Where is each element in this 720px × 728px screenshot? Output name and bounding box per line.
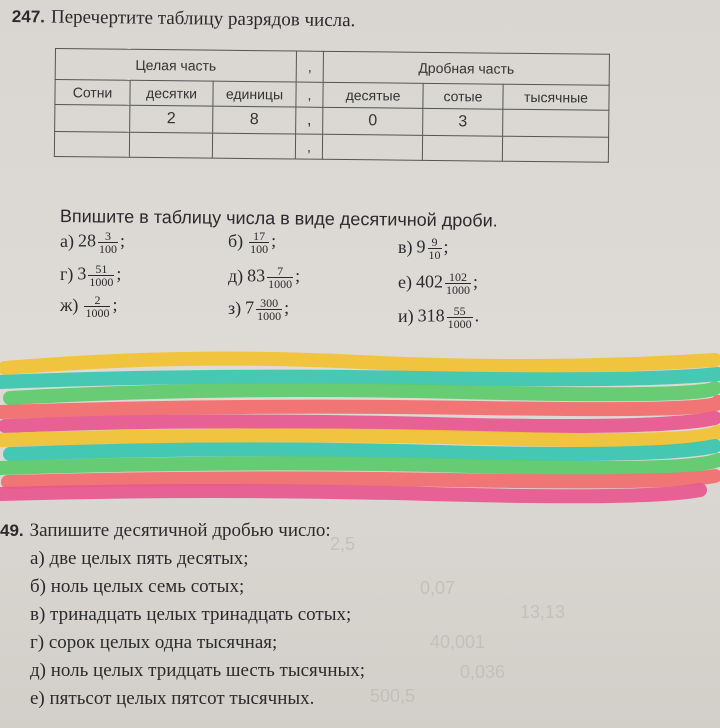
fraction: $\frac{3}{100}$ [98,229,117,256]
digit-place-table [54,48,610,163]
table-cell: 2 [130,105,213,133]
scribble-stroke [5,418,715,426]
pencil-mark: 500,5 [370,686,416,706]
task-item: з) 7 $\frac{300}{1000}$ ; [228,296,290,323]
problem-249-title: Запишите десятичной дробью число: [29,520,331,541]
fraction: $\frac{51}{1000}$ [89,262,114,289]
table-cell [422,135,502,161]
scribble-stroke [0,490,700,496]
table-cell [54,132,129,158]
whole-part-header: Целая часть [55,49,296,83]
task-item: а) 28 $\frac{3}{100}$ ; [60,229,125,256]
table-cell: 8 [213,106,296,134]
list-item: е) пятьсот целых пятсот тысячных. [30,688,315,709]
table-cell [212,133,295,159]
table-cell [503,109,609,137]
list-item: д) ноль целых тридцать шесть тысячных; [30,660,366,681]
column-header: десятки [130,80,213,106]
column-header: Сотни [55,80,130,106]
fraction: $\frac{17}{100}$ [250,229,269,256]
marker-scribble [0,348,720,508]
problem-249-heading [0,520,331,542]
pencil-mark: 2,5 [330,534,356,554]
comma-header: , [296,51,323,82]
task-item: г) 3 $\frac{51}{1000}$ ; [60,262,122,289]
list-item: г) сорок целых одна тысячная; [30,632,278,653]
scribble-stroke [0,374,718,382]
task-item: д) 83 $\frac{7}{1000}$ ; [228,264,301,291]
table-cell [322,134,422,160]
column-header: десятые [323,82,423,108]
scribble-stroke [0,460,718,468]
scribble-stroke [0,402,718,412]
table-cell [129,132,212,158]
task-item: и) 318 $\frac{55}{1000}$ . [398,304,480,331]
table-cell: , [295,134,322,159]
list-item: б) ноль целых семь сотых; [30,576,245,597]
table-cell: 3 [423,108,503,136]
pencil-mark: 0,07 [420,578,456,598]
column-header: , [296,82,323,107]
table-row [54,132,608,163]
scribble-stroke [0,432,718,440]
task-item: б) $\frac{17}{100}$ ; [228,229,277,256]
scribble-stroke [8,476,715,482]
problem-247-number: 247. [11,6,46,27]
fraction: $\frac{300}{1000}$ [257,296,282,323]
fraction-part-header: Дробная часть [323,51,609,85]
instruction-text: Впишите в таблицу числа в виде десятичной дроби. [59,206,498,231]
column-header: сотые [423,83,503,109]
pencil-mark: 0,036 [460,662,506,682]
fraction: $\frac{55}{1000}$ [447,304,472,331]
scribble-stroke [10,446,715,454]
problem-249-number: 49. [0,521,24,540]
fraction: $\frac{7}{1000}$ [268,264,293,291]
table-cell: 0 [323,107,423,135]
table-cell [55,105,130,133]
fraction: $\frac{2}{1000}$ [85,293,110,320]
scribble-stroke [5,359,715,368]
pencil-mark: 40,001 [430,632,486,652]
task-item: ж) $\frac{2}{1000}$ ; [60,293,118,320]
column-header: единицы [213,81,296,107]
task-item: е) 402 $\frac{102}{1000}$ ; [398,270,478,297]
column-header: тысячные [503,84,609,110]
list-item: а) две целых пять десятых; [30,548,249,569]
table-cell: , [296,107,323,134]
table-cell [502,136,608,162]
task-item: в) 9 $\frac{9}{10}$ ; [398,235,449,262]
list-item: в) тринадцать целых тринадцать сотых; [30,604,352,625]
problem-247-heading [12,6,356,32]
pencil-mark: 13,13 [520,602,566,622]
fraction: $\frac{9}{10}$ [428,235,441,262]
problem-247-title: Перечертите таблицу разрядов числа. [50,6,356,32]
scribble-stroke [10,388,715,398]
fraction: $\frac{102}{1000}$ [445,270,470,297]
